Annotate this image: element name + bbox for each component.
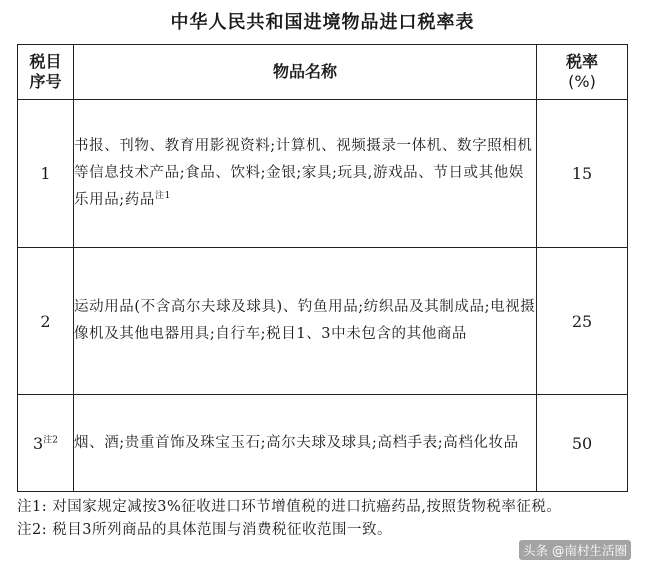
- table-row: [18, 100, 628, 248]
- row-rate: 25: [571, 311, 593, 331]
- header-tax-rate-line1: 税率: [565, 52, 598, 71]
- row-rate-cell: [537, 248, 628, 395]
- page-title: 中华人民共和国进境物品进口税率表: [170, 12, 475, 33]
- row-description-cell: [74, 395, 537, 492]
- row-rate: 15: [571, 164, 593, 183]
- row-number-cell: [18, 248, 74, 395]
- row-description-cell: [74, 248, 537, 395]
- row-number: 2: [40, 311, 51, 331]
- row-number-cell: [18, 395, 74, 492]
- row-description-cell: [74, 100, 537, 248]
- header-item-name: [74, 45, 537, 100]
- header-item-number-line2: 序号: [29, 72, 62, 91]
- row-rate-cell: [537, 100, 628, 248]
- row-rate-cell: [537, 395, 628, 492]
- header-tax-rate: [537, 45, 628, 100]
- row-description: 运动用品(不含高尔夫球及球具)、钓鱼用品;纺织品及其制成品;电视摄像机及其他电器用具;自行车;税目1、3中未包含的其他商品: [74, 299, 536, 342]
- row-number: 3: [33, 433, 44, 453]
- footnote-2: 注2: 税目3所列商品的具体范围与消费税征收范围一致。: [17, 522, 392, 538]
- header-item-name-label: 物品名称: [272, 62, 337, 81]
- row-description: 烟、酒;贵重首饰及珠宝玉石;高尔夫球及球具;高档手表;高档化妆品: [74, 434, 519, 451]
- header-tax-rate-line2: (%): [568, 72, 596, 91]
- row-description-note: 注1: [155, 191, 171, 202]
- tax-rate-table: [17, 44, 628, 492]
- table-row: [18, 395, 628, 492]
- table-row: [18, 248, 628, 395]
- row-number: 1: [40, 164, 51, 183]
- footnotes: [17, 496, 622, 542]
- footnote-1: 注1: 对国家规定减按3%征收进口环节增值税的进口抗癌药品,按照货物税率征税。: [17, 499, 562, 515]
- row-rate: 50: [571, 433, 593, 453]
- table-header-row: [18, 45, 628, 100]
- row-number-cell: [18, 100, 74, 248]
- row-description: 书报、刊物、教育用影视资料;计算机、视频摄录一体机、数字照相机等信息技术产品;食品、饮料;金银;家具;玩具,游戏品、节日或其他娱乐用品;药品: [74, 138, 533, 208]
- watermark: 头条 @南村生活圈: [519, 540, 631, 560]
- row-number-note: 注2: [43, 435, 58, 446]
- header-item-number: [18, 45, 74, 100]
- header-item-number-line1: 税目: [29, 52, 62, 71]
